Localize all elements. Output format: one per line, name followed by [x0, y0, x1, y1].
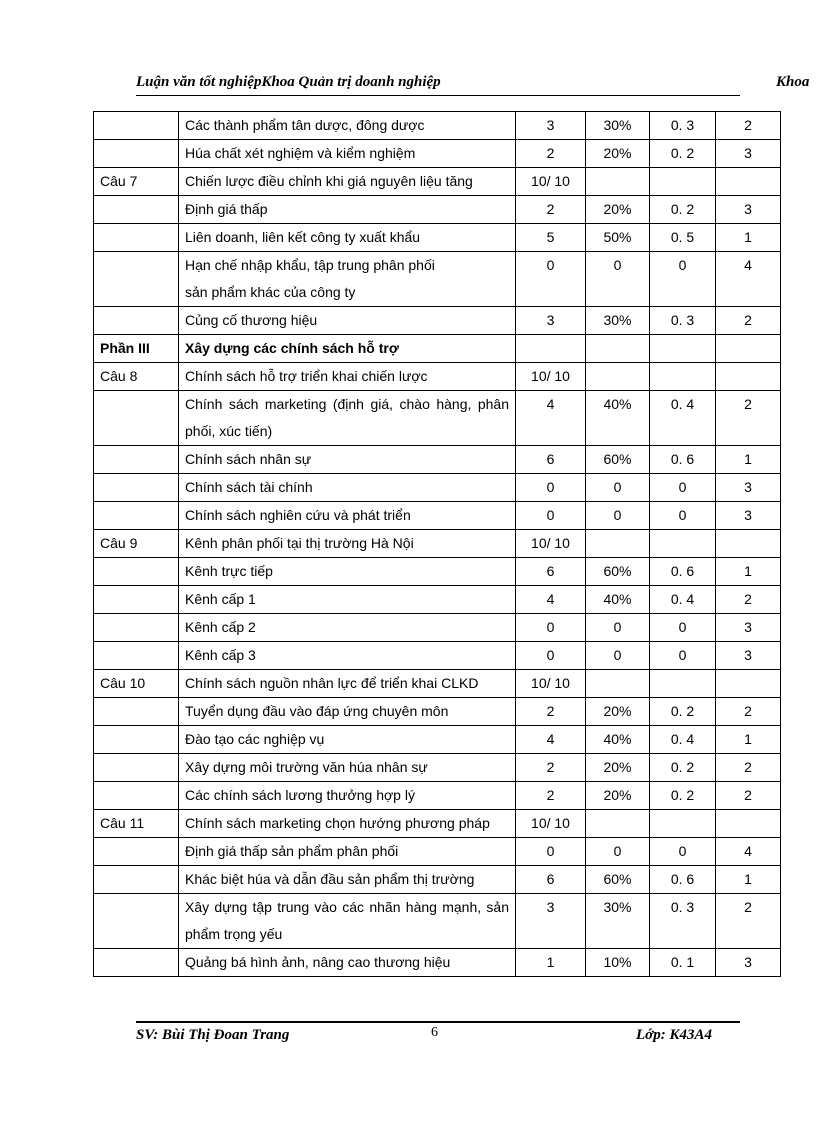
count-cell: 0	[516, 614, 586, 642]
content-cell: Khác biệt húa và dẫn đầu sản phẩm thị trường	[179, 866, 516, 894]
count-cell: 3	[516, 112, 586, 140]
ratio-cell: 0. 2	[650, 782, 716, 810]
table-row	[94, 670, 781, 698]
ratio-cell	[650, 335, 716, 363]
count-cell: 10/ 10	[516, 530, 586, 558]
content-cell: Chính sách hỗ trợ triển khai chiến lược	[179, 363, 516, 391]
count-cell: 10/ 10	[516, 670, 586, 698]
table-row	[94, 754, 781, 782]
table-row	[94, 446, 781, 474]
percent-cell	[586, 810, 650, 838]
table-row	[94, 474, 781, 502]
rank-cell: 3	[716, 642, 781, 670]
content-cell: Chính sách nguồn nhân lực để triển khai CLKD	[179, 670, 516, 698]
count-cell: 2	[516, 698, 586, 726]
percent-cell: 30%	[586, 307, 650, 335]
footer-student: SV: Bùi Thị Đoan Trang	[136, 1027, 290, 1043]
percent-cell: 10%	[586, 949, 650, 977]
percent-cell: 20%	[586, 782, 650, 810]
ratio-cell: 0. 2	[650, 698, 716, 726]
question-code-cell	[94, 252, 179, 307]
ratio-cell: 0. 1	[650, 949, 716, 977]
table-row	[94, 698, 781, 726]
percent-cell	[586, 363, 650, 391]
count-cell: 10/ 10	[516, 810, 586, 838]
rank-cell: 1	[716, 866, 781, 894]
content-cell: Chính sách nghiên cứu và phát triển	[179, 502, 516, 530]
ratio-cell: 0	[650, 502, 716, 530]
question-code-cell	[94, 196, 179, 224]
content-cell: Củng cố thương hiệu	[179, 307, 516, 335]
ratio-cell: 0. 2	[650, 140, 716, 168]
question-code-cell	[94, 446, 179, 474]
question-code-cell	[94, 140, 179, 168]
count-cell: 4	[516, 391, 586, 446]
percent-cell: 20%	[586, 754, 650, 782]
table-row	[94, 252, 781, 307]
ratio-cell: 0. 6	[650, 866, 716, 894]
question-code-cell	[94, 782, 179, 810]
content-cell: Chính sách marketing (định giá, chào hàng, phân phối, xúc tiến)	[179, 391, 516, 446]
ratio-cell: 0	[650, 838, 716, 866]
question-code-cell	[94, 391, 179, 446]
count-cell	[516, 335, 586, 363]
count-cell: 4	[516, 726, 586, 754]
table-row	[94, 586, 781, 614]
count-cell: 6	[516, 866, 586, 894]
count-cell: 2	[516, 196, 586, 224]
ratio-cell: 0. 3	[650, 112, 716, 140]
content-cell: Chiến lược điều chỉnh khi giá nguyên liệu tăng	[179, 168, 516, 196]
percent-cell: 60%	[586, 558, 650, 586]
ratio-cell: 0	[650, 614, 716, 642]
question-code-cell	[94, 894, 179, 949]
count-cell: 2	[516, 140, 586, 168]
content-cell: Kênh phân phối tại thị trường Hà Nội	[179, 530, 516, 558]
rank-cell: 3	[716, 502, 781, 530]
content-cell: Định giá thấp sản phẩm phân phối	[179, 838, 516, 866]
content-cell: Định giá thấp	[179, 196, 516, 224]
question-code-cell	[94, 474, 179, 502]
question-code-cell	[94, 642, 179, 670]
header-divider	[136, 95, 740, 96]
ratio-cell	[650, 810, 716, 838]
ratio-cell: 0. 6	[650, 558, 716, 586]
percent-cell: 0	[586, 614, 650, 642]
content-cell: Kênh cấp 1	[179, 586, 516, 614]
content-cell: Kênh cấp 2	[179, 614, 516, 642]
percent-cell: 0	[586, 642, 650, 670]
count-cell: 3	[516, 307, 586, 335]
percent-cell: 0	[586, 252, 650, 307]
question-code-cell	[94, 726, 179, 754]
question-code-cell	[94, 586, 179, 614]
rank-cell	[716, 335, 781, 363]
table-row	[94, 196, 781, 224]
count-cell: 6	[516, 558, 586, 586]
percent-cell	[586, 335, 650, 363]
table-row	[94, 168, 781, 196]
question-code-cell	[94, 866, 179, 894]
content-cell: Xây dựng tập trung vào các nhãn hàng mạnh, sản phẩm trọng yếu	[179, 894, 516, 949]
rank-cell: 2	[716, 307, 781, 335]
page-number: 6	[431, 1025, 438, 1040]
content-cell: Đào tạo các nghiệp vụ	[179, 726, 516, 754]
rank-cell: 2	[716, 391, 781, 446]
rank-cell	[716, 810, 781, 838]
question-code-cell	[94, 614, 179, 642]
rank-cell: 4	[716, 252, 781, 307]
rank-cell: 3	[716, 140, 781, 168]
rank-cell: 2	[716, 586, 781, 614]
question-code-cell: Phần III	[94, 335, 179, 363]
percent-cell: 20%	[586, 196, 650, 224]
table-row	[94, 140, 781, 168]
rank-cell: 2	[716, 754, 781, 782]
count-cell: 0	[516, 642, 586, 670]
percent-cell: 0	[586, 502, 650, 530]
survey-table-body	[94, 112, 781, 977]
count-cell: 4	[516, 586, 586, 614]
rank-cell	[716, 363, 781, 391]
table-row	[94, 838, 781, 866]
rank-cell: 1	[716, 224, 781, 252]
ratio-cell	[650, 363, 716, 391]
question-code-cell	[94, 307, 179, 335]
count-cell: 6	[516, 446, 586, 474]
ratio-cell: 0	[650, 252, 716, 307]
ratio-cell: 0. 3	[650, 894, 716, 949]
ratio-cell	[650, 168, 716, 196]
rank-cell: 2	[716, 782, 781, 810]
content-cell: Kênh trực tiếp	[179, 558, 516, 586]
ratio-cell: 0. 4	[650, 586, 716, 614]
table-row	[94, 866, 781, 894]
ratio-cell: 0. 5	[650, 224, 716, 252]
question-code-cell: Câu 9	[94, 530, 179, 558]
footer-divider	[136, 1021, 740, 1023]
percent-cell: 60%	[586, 866, 650, 894]
question-code-cell: Câu 8	[94, 363, 179, 391]
percent-cell: 60%	[586, 446, 650, 474]
table-row	[94, 949, 781, 977]
question-code-cell	[94, 224, 179, 252]
rank-cell: 1	[716, 726, 781, 754]
table-row	[94, 530, 781, 558]
table-row	[94, 782, 781, 810]
ratio-cell: 0. 2	[650, 754, 716, 782]
count-cell: 0	[516, 474, 586, 502]
count-cell: 3	[516, 894, 586, 949]
table-row	[94, 363, 781, 391]
content-cell: Xây dựng các chính sách hỗ trợ	[179, 335, 516, 363]
table-row	[94, 112, 781, 140]
table-row	[94, 642, 781, 670]
count-cell: 5	[516, 224, 586, 252]
ratio-cell	[650, 530, 716, 558]
count-cell: 10/ 10	[516, 363, 586, 391]
survey-table	[93, 111, 781, 977]
question-code-cell	[94, 502, 179, 530]
count-cell: 2	[516, 782, 586, 810]
ratio-cell: 0. 3	[650, 307, 716, 335]
percent-cell: 20%	[586, 698, 650, 726]
table-row	[94, 224, 781, 252]
question-code-cell	[94, 558, 179, 586]
question-code-cell	[94, 112, 179, 140]
table-row	[94, 391, 781, 446]
rank-cell: 3	[716, 474, 781, 502]
rank-cell: 2	[716, 112, 781, 140]
table-row	[94, 558, 781, 586]
table-row	[94, 614, 781, 642]
content-cell: Các chính sách lương thưởng hợp lý	[179, 782, 516, 810]
rank-cell: 2	[716, 698, 781, 726]
question-code-cell	[94, 754, 179, 782]
content-cell: Chính sách marketing chọn hướng phương pháp	[179, 810, 516, 838]
percent-cell	[586, 168, 650, 196]
percent-cell: 40%	[586, 586, 650, 614]
rank-cell	[716, 530, 781, 558]
content-cell: Kênh cấp 3	[179, 642, 516, 670]
percent-cell	[586, 670, 650, 698]
header-title: Luận văn tốt nghiệpKhoa Quản trị doanh nghiệp	[136, 74, 441, 90]
percent-cell: 40%	[586, 391, 650, 446]
rank-cell: 4	[716, 838, 781, 866]
content-cell: Xây dựng môi trường văn húa nhân sự	[179, 754, 516, 782]
content-cell: Chính sách nhân sự	[179, 446, 516, 474]
ratio-cell: 0. 2	[650, 196, 716, 224]
percent-cell: 30%	[586, 894, 650, 949]
rank-cell: 1	[716, 558, 781, 586]
count-cell: 2	[516, 754, 586, 782]
ratio-cell: 0. 6	[650, 446, 716, 474]
rank-cell: 3	[716, 949, 781, 977]
percent-cell	[586, 530, 650, 558]
question-code-cell: Câu 7	[94, 168, 179, 196]
question-code-cell: Câu 10	[94, 670, 179, 698]
section-row	[94, 335, 781, 363]
table-row	[94, 894, 781, 949]
rank-cell	[716, 168, 781, 196]
content-cell: Húa chất xét nghiệm và kiểm nghiệm	[179, 140, 516, 168]
count-cell: 0	[516, 838, 586, 866]
count-cell: 0	[516, 252, 586, 307]
table-row	[94, 307, 781, 335]
count-cell: 1	[516, 949, 586, 977]
content-cell: Liên doanh, liên kết công ty xuất khẩu	[179, 224, 516, 252]
table-row	[94, 810, 781, 838]
table-row	[94, 502, 781, 530]
percent-cell: 40%	[586, 726, 650, 754]
question-code-cell	[94, 838, 179, 866]
content-cell: Tuyển dụng đầu vào đáp ứng chuyên môn	[179, 698, 516, 726]
percent-cell: 0	[586, 838, 650, 866]
rank-cell: 3	[716, 196, 781, 224]
rank-cell	[716, 670, 781, 698]
table-row	[94, 726, 781, 754]
header-faculty: Khoa	[776, 74, 810, 90]
question-code-cell	[94, 698, 179, 726]
ratio-cell: 0. 4	[650, 726, 716, 754]
percent-cell: 30%	[586, 112, 650, 140]
percent-cell: 50%	[586, 224, 650, 252]
rank-cell: 2	[716, 894, 781, 949]
content-cell: Chính sách tài chính	[179, 474, 516, 502]
rank-cell: 3	[716, 614, 781, 642]
ratio-cell: 0. 4	[650, 391, 716, 446]
content-cell: Các thành phẩm tân dược, đông dược	[179, 112, 516, 140]
percent-cell: 0	[586, 474, 650, 502]
content-cell: Hạn chế nhập khẩu, tập trung phân phối sản phẩm khác của công ty	[179, 252, 516, 307]
ratio-cell: 0	[650, 474, 716, 502]
rank-cell: 1	[716, 446, 781, 474]
question-code-cell	[94, 949, 179, 977]
content-cell: Quảng bá hình ảnh, nâng cao thương hiệu	[179, 949, 516, 977]
footer-class: Lớp: K43A4	[636, 1027, 712, 1043]
ratio-cell	[650, 670, 716, 698]
question-code-cell: Câu 11	[94, 810, 179, 838]
count-cell: 10/ 10	[516, 168, 586, 196]
count-cell: 0	[516, 502, 586, 530]
ratio-cell: 0	[650, 642, 716, 670]
percent-cell: 20%	[586, 140, 650, 168]
